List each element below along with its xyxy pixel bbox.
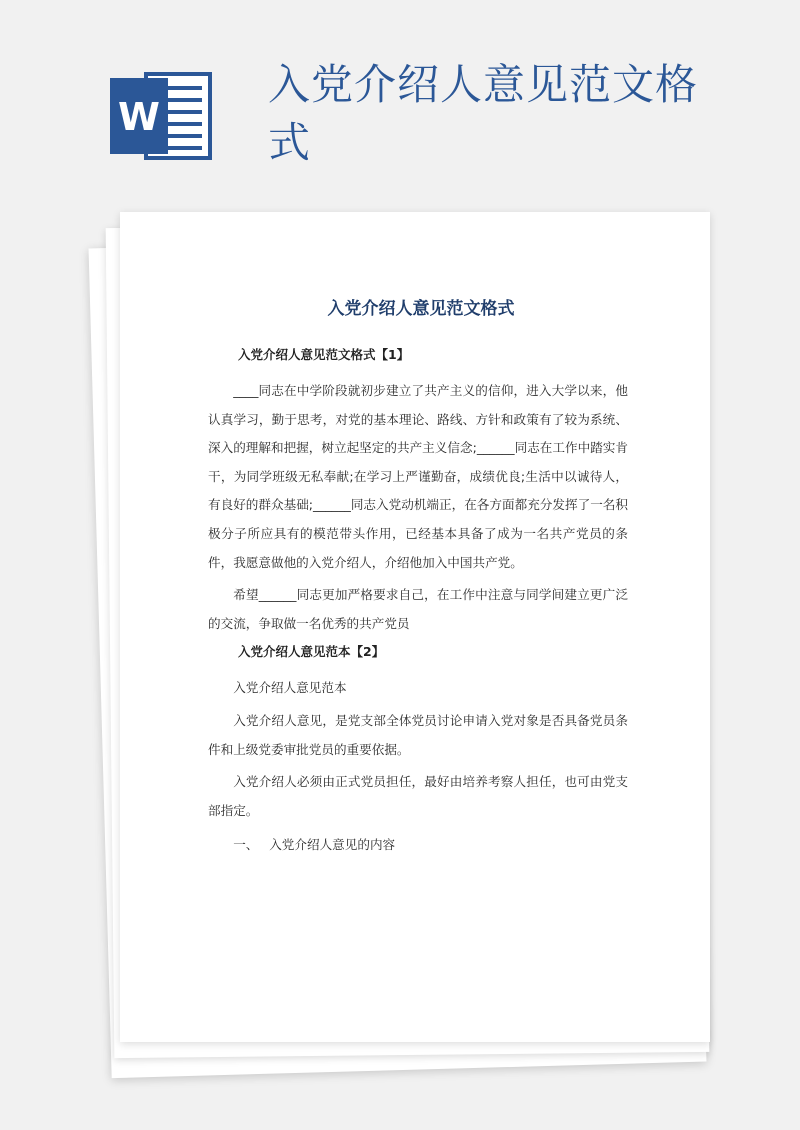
document-page [120,212,710,1042]
list-item-number: 一、 [233,837,259,853]
list-item [208,831,628,860]
word-logo-icon [110,70,214,162]
list-item-text: 入党介绍人意见的内容 [269,837,396,853]
section2-heading: 入党介绍人意见范本【2】 [238,644,385,660]
document-title: 入党介绍人意见范文格式 [327,299,515,319]
word-logo-letter: W [118,95,160,139]
section1-paragraph-1: ____同志在中学阶段就初步建立了共产主义的信仰，进入大学以来，他认真学习，勤于思考，对党的基本理论、路线、方针和政策有了较为系统、深入的理解和把握，树立起坚定的共产主义信念;______同志在工作中踏实肯干，为同学班级无私奉献;在学习上严谨勤奋，成绩优良;生活中以诚待人，有良好的群众基础;______同志入党动机端正，在各方面都充分发挥了一名积极分子所应具有的模范带头作用，已经基本具备了成为一名共产党员的条件，我愿意做他的入党介绍人，介绍他加入中国共产党。 [208,383,628,570]
section1-paragraph-2: 希望______同志更加严格要求自己，在工作中注意与同学间建立更广泛的交流，争取做一名优秀的共产党员 [208,587,628,631]
header-title: 入党介绍人意见范文格式 [268,60,699,167]
section1-heading: 入党介绍人意见范文格式【1】 [238,347,410,362]
document-body [208,294,628,860]
section2-subtitle: 入党介绍人意见范本 [233,680,347,696]
section2-paragraph-2: 入党介绍人必须由正式党员担任，最好由培养考察人担任，也可由党支部指定。 [208,774,628,818]
section2-paragraph-1: 入党介绍人意见，是党支部全体党员讨论申请入党对象是否具备党员条件和上级党委审批党员的重要依据。 [208,712,628,757]
